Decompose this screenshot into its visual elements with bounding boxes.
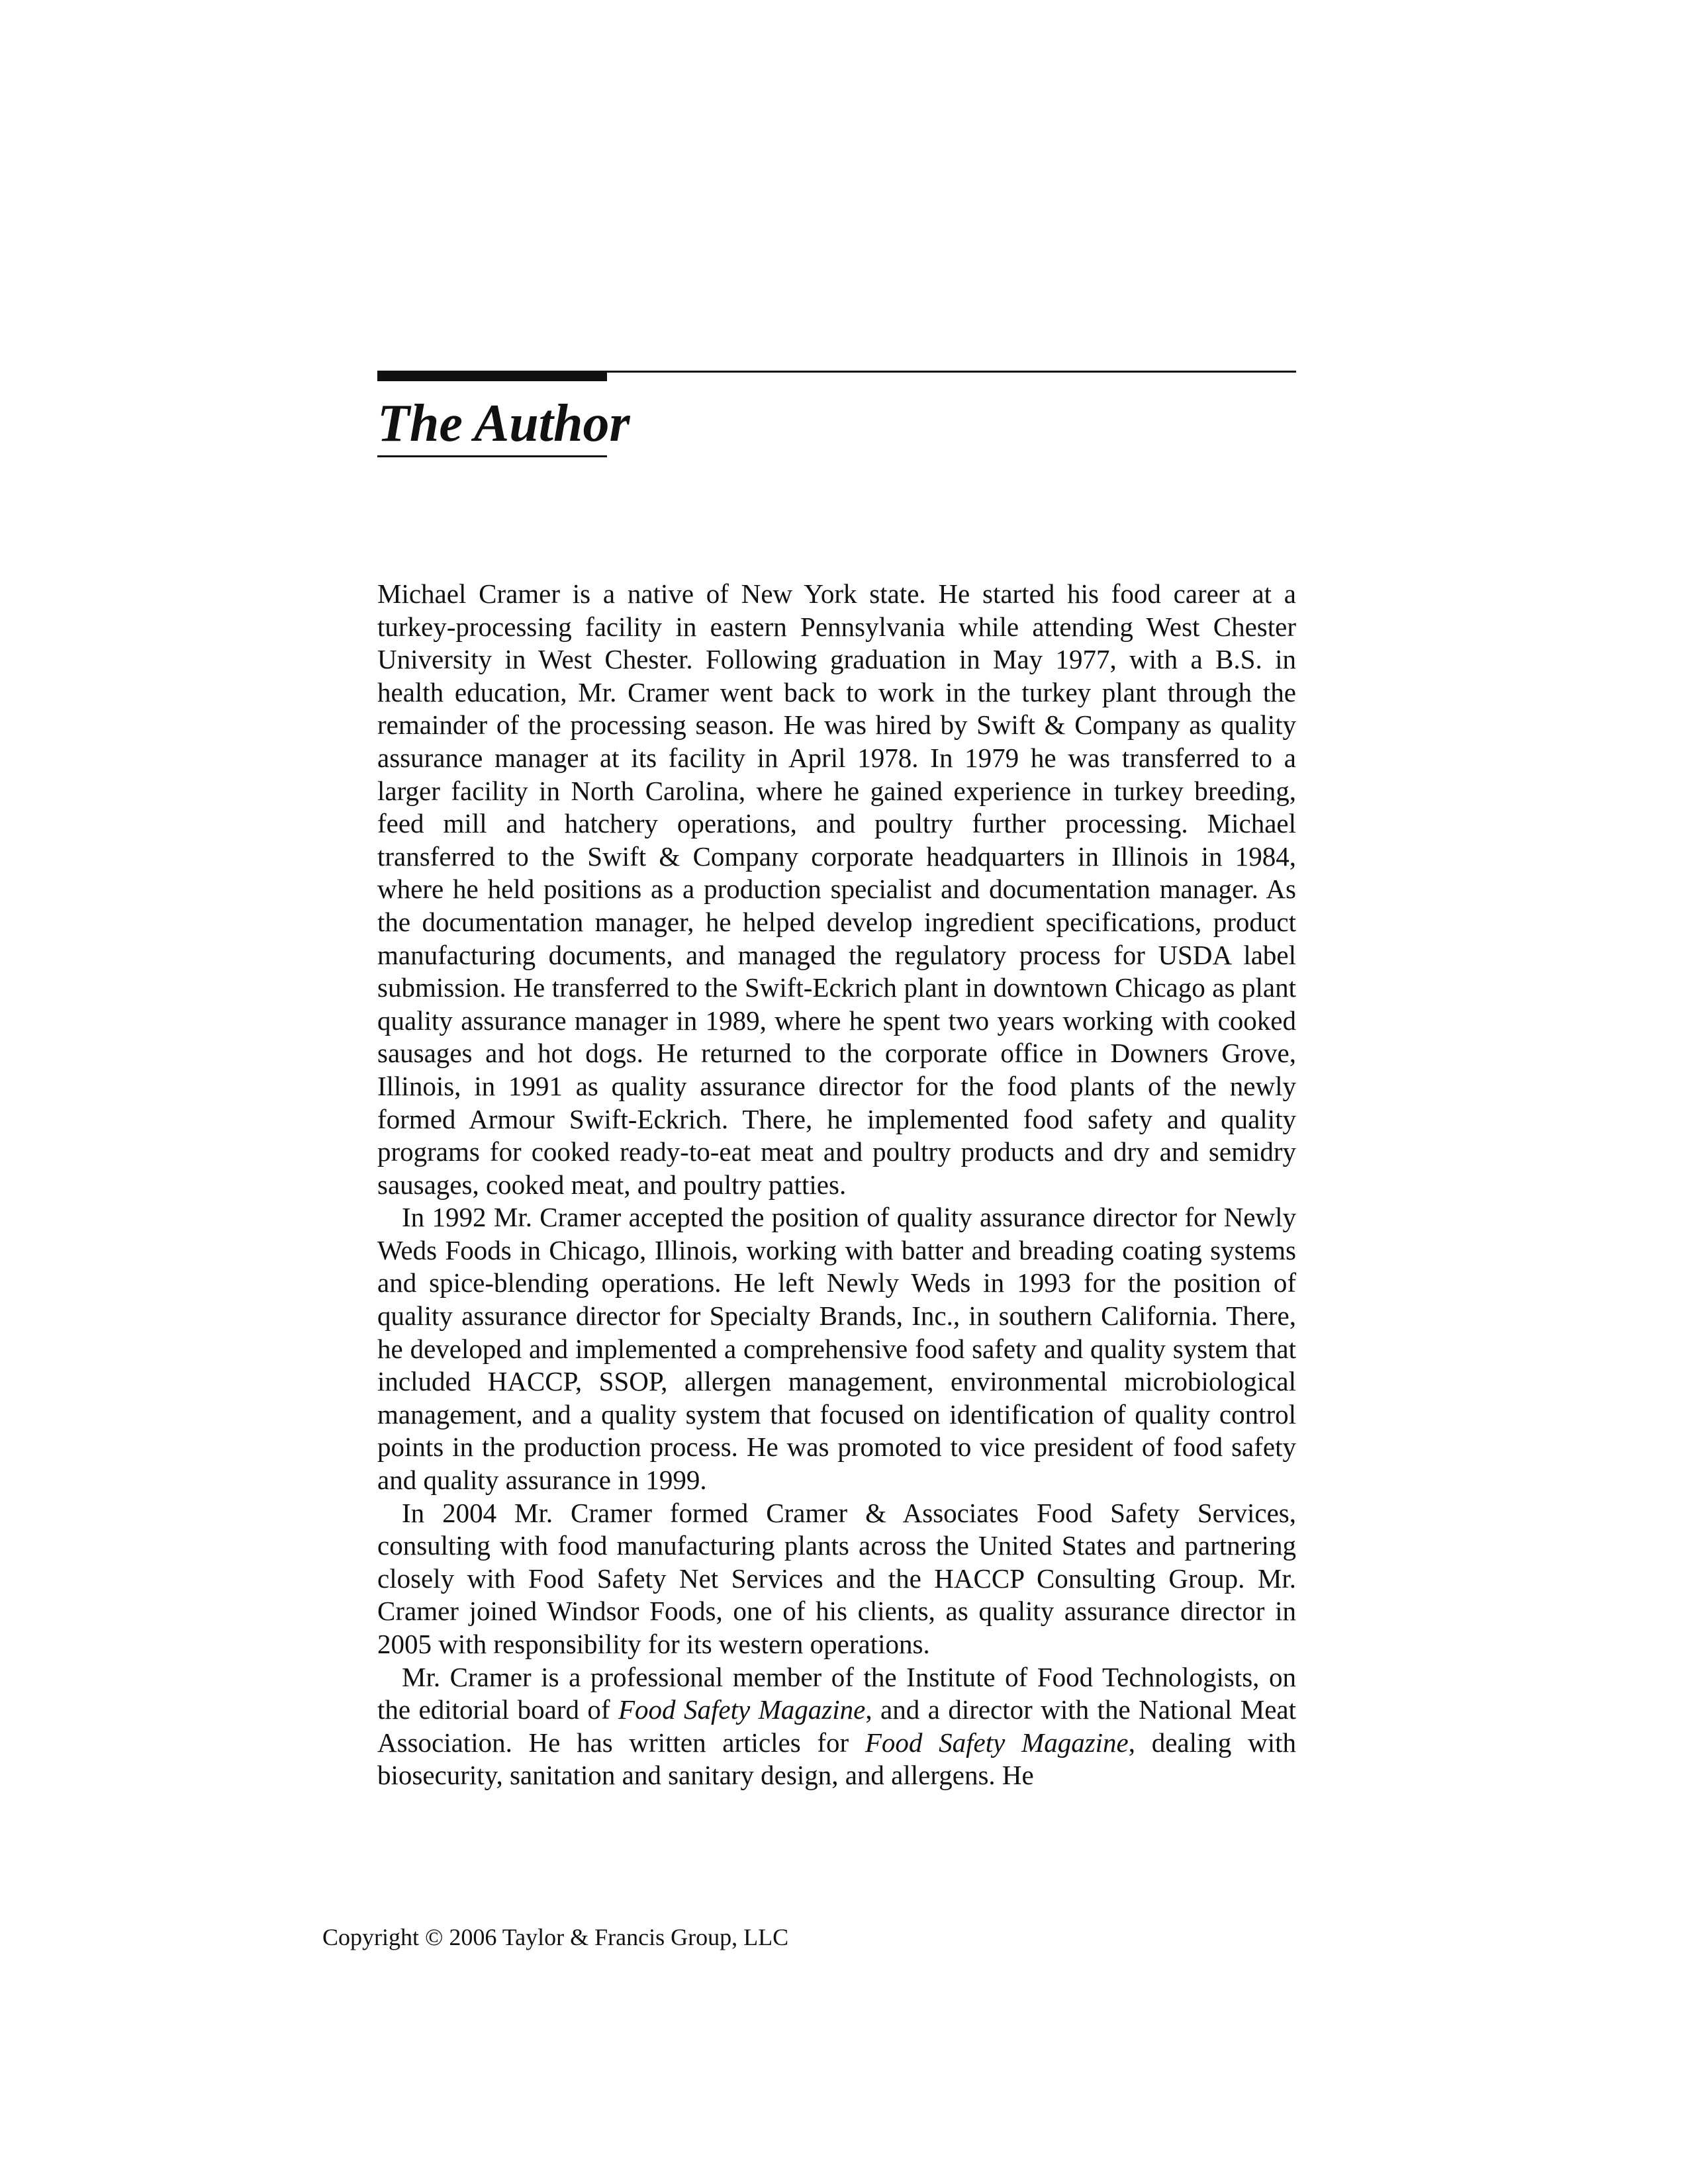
paragraph-4-text-c: , dealing with biosecurity, sanitation and sanitary design, and allergens. He [377,1727,1296,1791]
paragraph-4 [377,1661,1296,1792]
paragraph-3: In 2004 Mr. Cramer formed Cramer & Associates Food Safety Services, consulting with food manufacturing plants across the United States and partnering closely with Food Safety Net Services and the HACCP Consulting Group. Mr. Cramer joined Windsor Foods, one of his clients, as quality assurance director in 2005 with responsibility for its western operations. [377,1497,1296,1659]
paragraph-4-text-a: Mr. Cramer is a professional member of the Institute of Food Technologists, on the editorial board of [377,1661,1296,1725]
magazine-title: Food Safety Magazine [618,1694,866,1725]
header-rule-accent [377,371,607,381]
author-biography [377,578,1296,1792]
title-underline [377,455,607,457]
paragraph-1: Michael Cramer is a native of New York state. He started his food career at a turkey-processing facility in eastern Pennsylvania while attending West Chester University in West Chester. Following graduation in May 1977, with a B.S. in health education, Mr. Cramer went back to work in the turkey plant through the remainder of the processing season. He was hired by Swift & Company as quality assurance manager at its facility in April 1978. In 1979 he was transferred to a larger facility in North Carolina, where he gained experience in turkey breeding, feed mill and hatchery operations, and poultry further processing. Michael transferred to the Swift & Company corporate headquarters in Illinois in 1984, where he held positions as a production specialist and documentation manager. As the documentation manager, he helped develop ingredient specifications, product manufacturing documents, and managed the regulatory process for USDA label submission. He transferred to the Swift-Eckrich plant in downtown Chicago as plant quality assurance manager in 1989, where he spent two years working with cooked sausages and hot dogs. He returned to the corporate office in Downers Grove, Illinois, in 1991 as quality assurance director for the food plants of the newly formed Armour Swift-Eckrich. There, he implemented food safety and quality programs for cooked ready-to-eat meat and poultry products and dry and semidry sausages, cooked meat, and poultry patties. [377,578,1296,1200]
copyright-notice: Copyright © 2006 Taylor & Francis Group, LLC [322,1924,789,1950]
magazine-title: Food Safety Magazine [865,1727,1129,1758]
paragraph-4-text-b: , and a director with the National Meat Association. He has written articles for [377,1694,1296,1758]
page-title: The Author [377,394,630,453]
paragraph-2: In 1992 Mr. Cramer accepted the position of quality assurance director for Newly Weds Foods in Chicago, Illinois, working with batter and breading coating systems and spice-blending operations. He left Newly Weds in 1993 for the position of quality assurance director for Specialty Brands, Inc., in southern California. There, he developed and implemented a comprehensive food safety and quality system that included HACCP, SSOP, allergen management, environmental microbiological management, and a quality system that focused on identification of quality control points in the production process. He was promoted to vice president of food safety and quality assurance in 1999. [377,1202,1296,1496]
